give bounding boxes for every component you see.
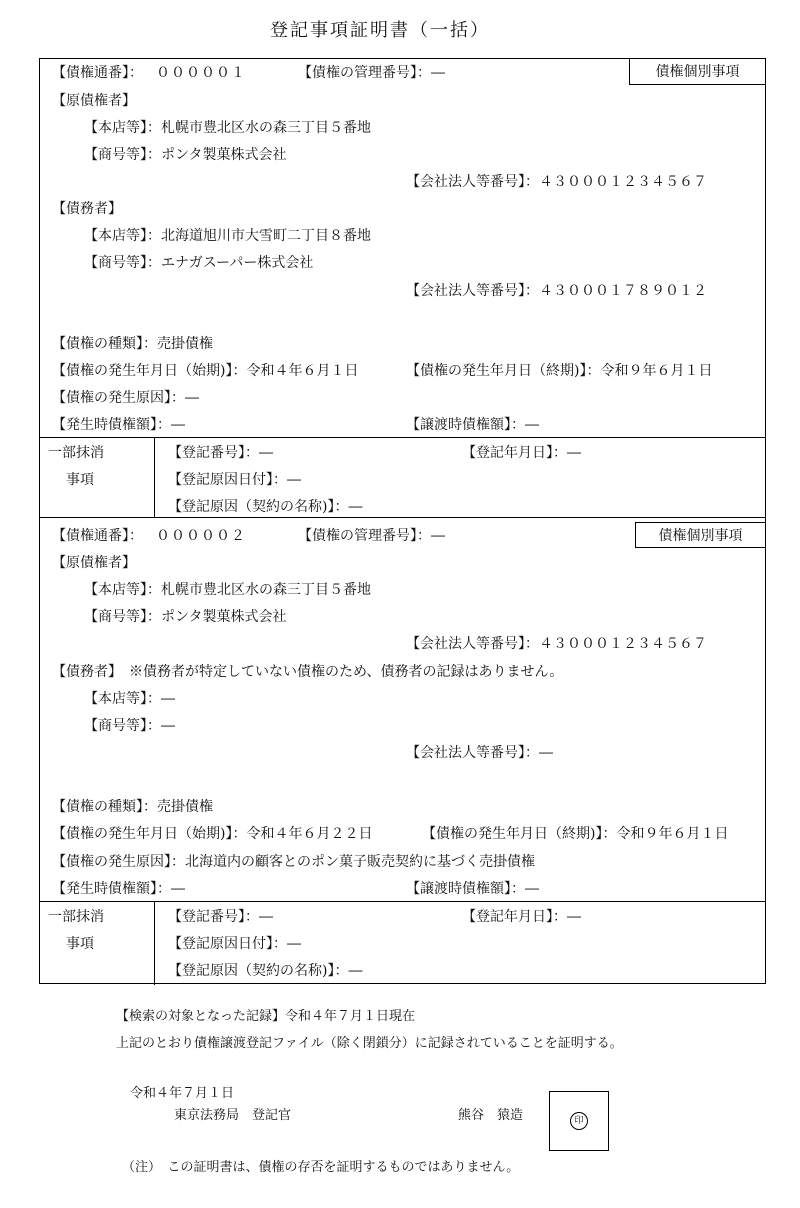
- claim-date-start: 【債権の発生年月日（始期)】：令和４年６月１日: [52, 363, 359, 379]
- original-creditor-office: 【本店等】：札幌市豊北区水の森三丁目５番地: [84, 120, 371, 136]
- registration-number: 【登記番号】：―: [168, 909, 273, 925]
- debtor-label: 【債務者】 ※債務者が特定していない債権のため、債務者の記録はありません。: [52, 664, 564, 680]
- divider: [154, 437, 155, 517]
- partial-deletion-label-2: 事項: [66, 936, 94, 952]
- amount-at-origin: 【発生時債権額】：―: [52, 417, 185, 433]
- record-tag: 債権個別事項: [629, 59, 765, 85]
- original-creditor-corp-number: 【会社法人等番号】：４３０００１２３４５６７: [406, 174, 707, 190]
- original-creditor-label: 【原債権者】: [52, 93, 136, 109]
- serial-label: 【債権通番】：: [52, 528, 143, 544]
- registration-number: 【登記番号】：―: [168, 445, 273, 461]
- claim-cause: 【債権の発生原因】：北海道内の顧客とのポン菓子販売契約に基づく売掛債権: [52, 854, 535, 870]
- seal-mark: 印: [570, 1112, 588, 1130]
- debtor-office: 【本店等】：―: [84, 691, 175, 707]
- claim-cause: 【債権の発生原因】：―: [52, 390, 199, 406]
- management-number: 【債権の管理番号】：―: [298, 528, 445, 544]
- certificate-table: [39, 58, 766, 984]
- registration-date: 【登記年月日】：―: [462, 909, 581, 925]
- registration-cause-date: 【登記原因日付】：―: [168, 472, 301, 488]
- document-title: 登記事項証明書（一括）: [270, 20, 490, 41]
- issue-date: 令和４年７月１日: [130, 1086, 235, 1101]
- issuing-office: 東京法務局 登記官: [174, 1108, 292, 1123]
- claim-date-end: 【債権の発生年月日（終期)】：令和９年６月１日: [406, 363, 713, 379]
- certification-statement: 上記のとおり債権譲渡登記ファイル（除く閉鎖分）に記録されていることを証明する。: [116, 1036, 623, 1051]
- management-number: 【債権の管理番号】：―: [298, 65, 445, 81]
- original-creditor-office: 【本店等】：札幌市豊北区水の森三丁目５番地: [84, 582, 371, 598]
- partial-deletion-label: 一部抹消: [48, 909, 104, 925]
- debtor-office: 【本店等】：北海道旭川市大雪町二丁目８番地: [84, 228, 371, 244]
- debtor-name: 【商号等】：エナガスーパー株式会社: [84, 255, 314, 271]
- amount-at-transfer: 【譲渡時債権額】：―: [406, 881, 539, 897]
- claim-date-start: 【債権の発生年月日（始期)】：令和４年６月２２日: [52, 826, 373, 842]
- divider: [154, 901, 155, 985]
- divider: [40, 437, 765, 438]
- note: （注） この証明書は、債権の存否を証明するものではありません。: [122, 1160, 520, 1175]
- official-seal: [549, 1091, 609, 1151]
- registration-date: 【登記年月日】：―: [462, 445, 581, 461]
- claim-date-end: 【債権の発生年月日（終期)】：令和９年６月１日: [422, 826, 729, 842]
- amount-at-origin: 【発生時債権額】：―: [52, 881, 185, 897]
- registration-cause: 【登記原因（契約の名称)】：―: [168, 963, 363, 979]
- claim-kind: 【債権の種類】：売掛債権: [52, 799, 213, 815]
- claim-kind: 【債権の種類】：売掛債権: [52, 336, 213, 352]
- original-creditor-name: 【商号等】：ポンタ製菓株式会社: [84, 147, 287, 163]
- serial-label: 【債権通番】：: [52, 65, 143, 81]
- divider: [40, 901, 765, 902]
- serial-number: ０００００１: [156, 65, 246, 81]
- divider: [40, 517, 765, 518]
- partial-deletion-label-2: 事項: [66, 472, 94, 488]
- registration-cause-date: 【登記原因日付】：―: [168, 936, 301, 952]
- record-tag: 債権個別事項: [635, 522, 765, 548]
- debtor-label: 【債務者】: [52, 201, 122, 217]
- registrar-name: 熊谷 猿造: [458, 1108, 524, 1123]
- registration-cause: 【登記原因（契約の名称)】：―: [168, 499, 363, 515]
- original-creditor-name: 【商号等】：ポンタ製菓株式会社: [84, 609, 287, 625]
- original-creditor-corp-number: 【会社法人等番号】：４３０００１２３４５６７: [406, 636, 707, 652]
- debtor-name: 【商号等】：―: [84, 718, 175, 734]
- search-basis: 【検索の対象となった記録】令和４年７月１日現在: [116, 1009, 416, 1024]
- partial-deletion-label: 一部抹消: [48, 445, 104, 461]
- serial-number: ０００００２: [156, 528, 246, 544]
- debtor-corp-number: 【会社法人等番号】：４３０００１７８９０１２: [406, 283, 707, 299]
- amount-at-transfer: 【譲渡時債権額】：―: [406, 417, 539, 433]
- original-creditor-label: 【原債権者】: [52, 555, 136, 571]
- debtor-corp-number: 【会社法人等番号】：―: [406, 745, 553, 761]
